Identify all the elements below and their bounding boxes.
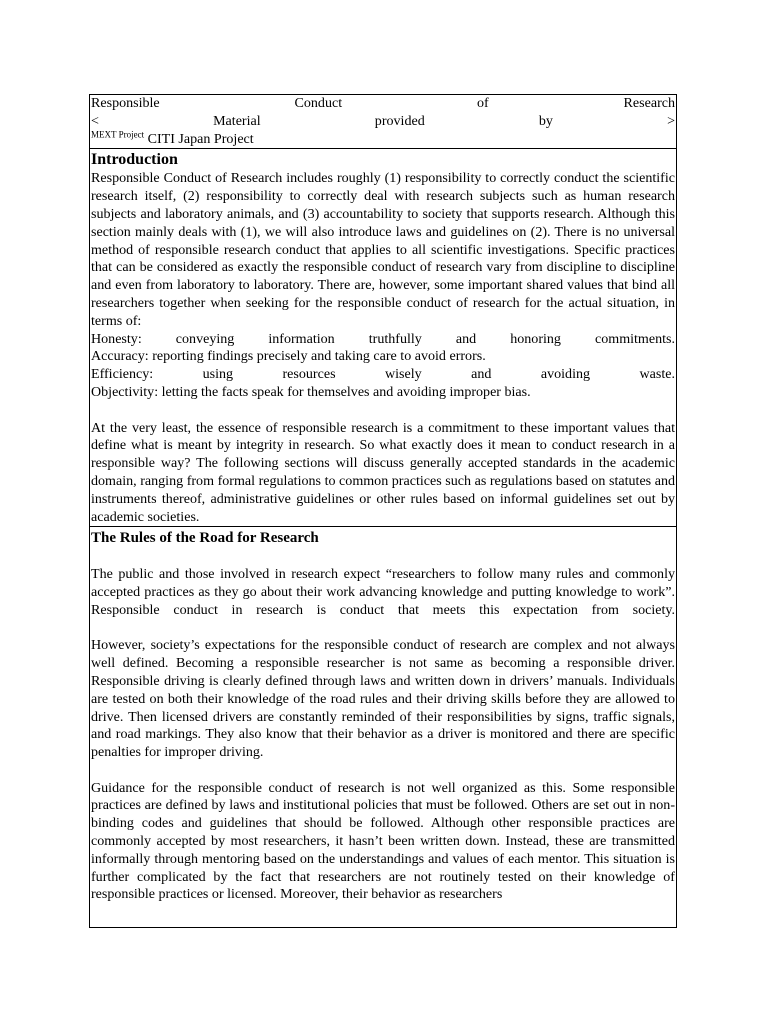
value-honesty: Honesty: conveying information truthfully and honoring commitments. [91, 330, 675, 347]
document-table [89, 94, 677, 928]
header-title: Responsible Conduct of Research [91, 95, 675, 111]
introduction-cell [90, 150, 676, 527]
mext-label: MEXT Project [91, 128, 145, 139]
introduction-heading: Introduction [91, 151, 178, 169]
header-cell [90, 95, 676, 149]
spacer [91, 762, 675, 780]
header-subtitle: < Material provided by > [91, 112, 675, 129]
rules-heading: The Rules of the Road for Research [91, 530, 319, 547]
introduction-paragraph-2: At the very least, the essence of responsible research is a commitment to these important values that define what is meant by integrity in research. So what exactly does it mean to conduct research in a responsible way? The following sections will discuss generally accepted standards in the academic domain, ranging from formal regulations to common practices such as regulations based on statutes and instruments thereof, administrative guidelines or other rules based on informal guidelines set out by academic societies. [91, 419, 675, 525]
spacer [91, 620, 675, 638]
project-name: CITI Japan Project [147, 130, 254, 147]
introduction-paragraph: Responsible Conduct of Research includes roughly (1) responsibility to correctly conduct the scientific research itself, (2) responsibility to correctly deal with research subjects such as human research subjects and laboratory animals, and (3) accountability to society that supports research. Although this section mainly deals with (1), we will also introduce laws and guidelines on (2). There is no universal method of responsible research conduct that applies to all scientific investigations. Specific practices that can be considered as exactly the responsible conduct of research vary from discipline to discipline and even from laboratory to laboratory. There are, however, some important shared values that bind all researchers together when seeking for the responsible conduct of research for the actual situation, in terms of: [91, 170, 675, 329]
spacer [91, 402, 675, 420]
rules-paragraph-3: Guidance for the responsible conduct of research is not well organized as this. Some responsible practices are defined by laws and institutional policies that must be followed. Others are set out in non-binding codes and guidelines that should be followed. Although other responsible practices are commonly accepted by most researchers, it hasn’t been written down. Instead, these are transmitted informally through mentoring based on the understandings and values of each mentor. This situation is further complicated by the fact that researchers are not routinely tested on their knowledge of responsible practices or licensed. Moreover, their behavior as researchers [91, 779, 675, 903]
value-objectivity: Objectivity: letting the facts speak for themselves and avoiding improper bias. [91, 383, 531, 400]
rules-paragraph-2: However, society’s expectations for the responsible conduct of research are complex and not always well defined. Becoming a responsible researcher is not same as becoming a responsible driver. Responsible driving is clearly defined through laws and written down in drivers’ manuals. Individuals are tested on both their knowledge of the road rules and their driving skills before they are allowed to drive. Then licensed drivers are constantly reminded of their responsibilities by signs, traffic signals, and road markings. They also know that their behavior as a driver is monitored and there are specific penalties for improper driving. [91, 637, 675, 761]
value-accuracy: Accuracy: reporting findings precisely and taking care to avoid errors. [91, 348, 486, 365]
value-efficiency: Efficiency: using resources wisely and avoiding waste. [91, 366, 675, 383]
header-project [91, 128, 675, 149]
spacer [91, 548, 675, 566]
rules-cell [90, 529, 676, 904]
rules-paragraph-1: The public and those involved in research expect “researchers to follow many rules and commonly accepted practices as they go about their work advancing knowledge and putting knowledge to work”. Responsible conduct in research is conduct that meets this expectation from society. [91, 566, 675, 618]
